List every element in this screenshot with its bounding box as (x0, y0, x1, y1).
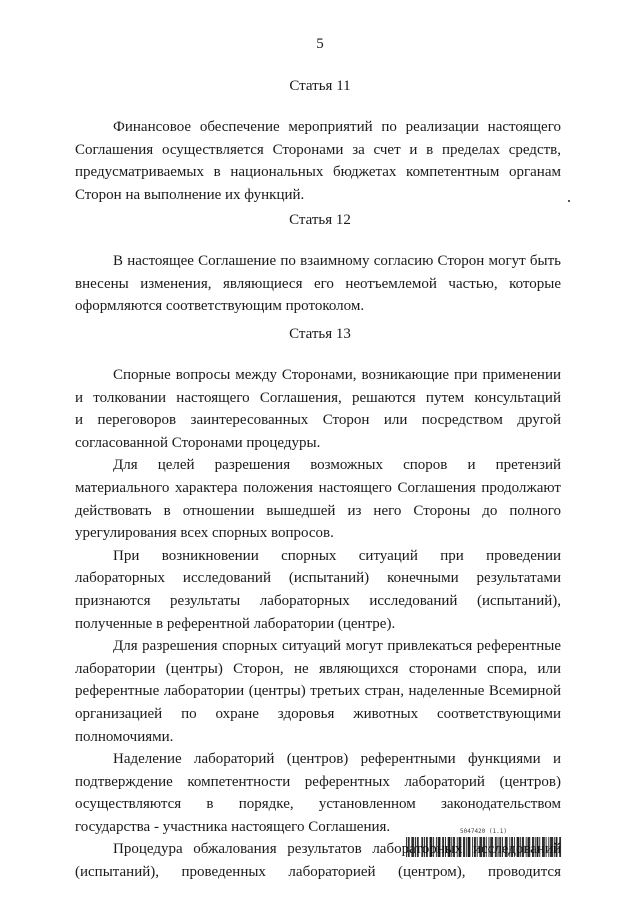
barcode-bar (520, 837, 521, 857)
barcode-bar (489, 837, 490, 857)
article-11-heading: Статья 11 (289, 78, 351, 94)
barcode-bar (495, 837, 496, 857)
barcode-bar (548, 837, 549, 857)
text-line: государства - участника настоящего Соглашения. (75, 818, 391, 835)
barcode-bar (537, 837, 538, 857)
barcode-bar (559, 837, 560, 857)
barcode-bar (424, 837, 425, 857)
barcode-bar (560, 837, 561, 857)
barcode-bar (486, 837, 487, 857)
text-line: В настоящее Соглашение по взаимному согласию Сторон могут быть (113, 253, 561, 269)
barcode-bar (457, 837, 458, 857)
barcode-bar (464, 837, 465, 857)
text-line: референтные лаборатории (центры) третьих стран, наделенные Всемирной (75, 683, 561, 700)
text-line: согласованной Сторонами процедуры. (75, 434, 321, 451)
barcode-bar (518, 837, 519, 857)
barcode-bar (451, 837, 452, 857)
barcode-bar (474, 837, 475, 857)
barcode-bar (480, 837, 481, 857)
text-line: и толковании настоящего Соглашения, решаются путем консультаций (75, 389, 561, 406)
barcode-bar (427, 837, 428, 857)
barcode-bar (426, 837, 427, 857)
barcode-bar (445, 837, 446, 857)
text-line: Спорные вопросы между Сторонами, возникающие при применении (113, 367, 561, 383)
barcode-bar (430, 837, 431, 857)
text-line: и переговоров заинтересованных Сторон или посредством другой (75, 412, 561, 429)
barcode-bar (518, 837, 519, 857)
text-line: При возникновении спорных ситуаций при проведении (113, 547, 561, 564)
barcode-bar (517, 837, 518, 857)
barcode-bar (535, 837, 536, 857)
barcode-bar (528, 837, 529, 857)
barcode-bar (468, 837, 469, 857)
barcode-bar (453, 837, 454, 857)
article-12-heading: Статья 12 (289, 212, 351, 228)
barcode-bar (449, 837, 450, 857)
text-line: полномочиями. (75, 728, 174, 745)
text-line: лаборатории (центры) Сторон, не являющихся сторонами спора, или (75, 660, 561, 677)
text-line: Финансовое обеспечение мероприятий по реализации настоящего (113, 119, 561, 135)
barcode-bar (499, 837, 500, 857)
barcode-bar (460, 837, 461, 857)
barcode-bar (412, 837, 413, 857)
barcode-bar (409, 837, 410, 857)
article-11-paragraph-1 (75, 116, 561, 206)
barcode-bar (440, 837, 441, 857)
barcode-bar (460, 837, 461, 857)
text-line: Для целей разрешения возможных споров и претензий (113, 457, 561, 474)
barcode-bar (436, 837, 437, 857)
barcode-bar (551, 837, 552, 857)
barcode-bar (543, 837, 544, 857)
text-line: осуществляются в порядке, установленном законодательством (75, 796, 561, 813)
barcode-number: 5047420 (1.1) (460, 828, 507, 835)
barcode-bar (472, 837, 473, 857)
barcode-bar (528, 837, 529, 857)
barcode-bar (512, 837, 513, 857)
text-line: внесены изменения, являющиеся его неотъемлемой частью, которые (75, 275, 561, 292)
barcode (406, 837, 562, 857)
barcode-bar (505, 837, 506, 857)
barcode-bar (522, 837, 523, 857)
barcode-bar (477, 837, 478, 857)
barcode-bar (406, 837, 407, 857)
page-number: 5 (316, 36, 324, 52)
barcode-bar (500, 837, 501, 857)
barcode-bar (554, 837, 555, 857)
barcode-bar (507, 837, 508, 857)
article-13-body (75, 364, 561, 884)
barcode-bar (557, 837, 558, 857)
barcode-bar (509, 837, 510, 857)
text-line: Для разрешения спорных ситуаций могут привлекаться референтные (113, 638, 561, 655)
text-line: действовать в отношении вышедшей из него Стороны до полного (75, 502, 561, 519)
barcode-bar (459, 837, 460, 857)
barcode-bar (411, 837, 412, 857)
text-line: материального характера положения настоящего Соглашения продолжают (75, 479, 561, 496)
barcode-bar (421, 837, 422, 857)
barcode-bar (496, 837, 497, 857)
barcode-bar (556, 837, 557, 857)
barcode-bar (475, 837, 476, 857)
article-13-heading: Статья 13 (289, 326, 351, 342)
barcode-bar (450, 837, 451, 857)
barcode-bar (484, 837, 485, 857)
text-line: Наделение лабораторий (центров) референтными функциями и (113, 751, 561, 768)
text-line: лабораторных исследований (испытаний) конечными результатами (75, 570, 561, 587)
barcode-bar (544, 837, 545, 857)
barcode-bar (511, 837, 512, 857)
barcode-bar (408, 837, 409, 857)
barcode-bar (538, 837, 539, 857)
barcode-bar (550, 837, 551, 857)
barcode-bar (417, 837, 418, 857)
barcode-bar (483, 837, 484, 857)
barcode-bar (466, 837, 467, 857)
barcode-bar (469, 837, 470, 857)
barcode-bar (433, 837, 434, 857)
barcode-bar (438, 837, 439, 857)
barcode-bar (439, 837, 440, 857)
barcode-bar (539, 837, 540, 857)
barcode-bar (490, 837, 491, 857)
text-line: Процедура обжалования результатов лабораторных исследований (113, 841, 561, 858)
barcode-bar (523, 837, 524, 857)
barcode-bar (443, 837, 444, 857)
barcode-bar (506, 837, 507, 857)
barcode-bar (418, 837, 419, 857)
barcode-bar (491, 837, 492, 857)
barcode-bar (479, 837, 480, 857)
barcode-bar (502, 837, 503, 857)
barcode-bar (430, 837, 431, 857)
text-line: оформляются соответствующим протоколом. (75, 298, 365, 315)
text-line: признаются результаты лабораторных исследований (испытаний), (75, 592, 561, 609)
barcode-bar (492, 837, 493, 857)
text-line: Сторон на выполнение их функций. (75, 186, 305, 203)
barcode-bar (448, 837, 449, 857)
barcode-bar (552, 837, 553, 857)
barcode-bar (546, 837, 547, 857)
barcode-bar (422, 837, 423, 857)
barcode-bar (532, 837, 533, 857)
text-line: предусматриваемых в национальных бюджетах компетентным органам (75, 164, 561, 181)
barcode-bar (442, 837, 443, 857)
barcode-bar (514, 837, 515, 857)
barcode-bar (415, 837, 416, 857)
barcode-bar (498, 837, 499, 857)
text-line: полученные в референтной лаборатории (центре). (75, 615, 396, 632)
barcode-bar (454, 837, 455, 857)
barcode-bar (542, 837, 543, 857)
barcode-bar (469, 837, 470, 857)
text-line: (испытаний), проведенных лабораторией (центром), проводится (75, 864, 561, 881)
text-line: урегулирования всех спорных вопросов. (75, 525, 334, 542)
barcode-bar (481, 837, 482, 857)
barcode-bar (529, 837, 530, 857)
article-12-paragraph-1 (75, 250, 561, 318)
barcode-bar (533, 837, 534, 857)
barcode-bar (431, 837, 432, 857)
barcode-bar (413, 837, 414, 857)
scan-speck (568, 200, 570, 202)
text-line: организацией по охране здоровья животных соответствующими (75, 705, 561, 722)
barcode-bar (526, 837, 527, 857)
barcode-bar (463, 837, 464, 857)
text-line: Соглашения осуществляется Сторонами за счет и в пределах средств, (75, 141, 561, 158)
text-line: подтверждение компетентности референтных лабораторий (центров) (75, 773, 561, 790)
